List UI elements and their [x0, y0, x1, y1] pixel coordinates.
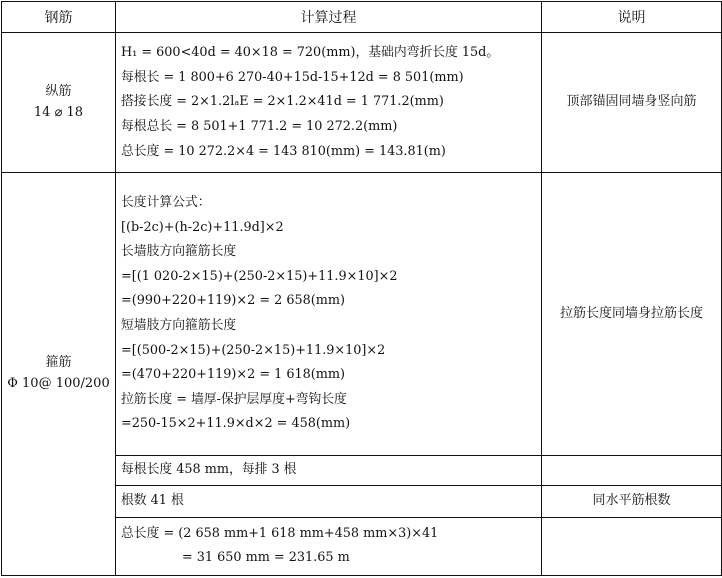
- header-rebar: 钢筋: [2, 2, 116, 33]
- table-row-stirrup: [2, 173, 722, 456]
- description-cell: 拉筋长度同墙身拉筋长度: [542, 173, 722, 456]
- description-cell: 同水平筋根数: [542, 485, 722, 517]
- calculation-cell-stirrup: [116, 173, 542, 456]
- rebar-calculation-table: [1, 1, 722, 576]
- calculation-line: =(470+220+119)×2 = 1 618(mm): [121, 367, 346, 383]
- table-header-row: [2, 2, 722, 33]
- rebar-cell-stirrup: [2, 173, 116, 576]
- calculation-line: 每根长度 458 mm，每排 3 根: [121, 461, 297, 477]
- calculation-line: 长度计算公式：: [121, 195, 211, 211]
- table-row-longitudinal-bar: [2, 33, 722, 173]
- calculation-line: =[(1 020-2×15)+(250-2×15)+11.9×10]×2: [121, 268, 398, 284]
- rebar-cell-longitudinal: [2, 33, 116, 173]
- rebar-title: 纵筋: [45, 83, 72, 99]
- calculation-line: 短墙肢方向箍筋长度: [121, 318, 237, 333]
- calculation-line: 根数 41 根: [121, 493, 184, 509]
- calculation-line: =[(500-2×15)+(250-2×15)+11.9×10]×2: [121, 342, 386, 358]
- calculation-line: 每根长 = 1 800+6 270-40+15d-15+12d = 8 501(mm): [121, 69, 464, 85]
- calculation-line: 长墙肢方向箍筋长度: [121, 244, 237, 260]
- rebar-spec: 14 ⌀ 18: [33, 104, 84, 120]
- calculation-line: 总长度 = 10 272.2×4 = 143 810(mm) = 143.81(m): [121, 143, 446, 159]
- header-calculation-process: 计算过程: [116, 2, 542, 33]
- calculation-line: 拉筋长度 = 墙厚-保护层厚度+弯钩长度: [121, 391, 347, 407]
- calculation-line: =250-15×2+11.9×d×2 = 458(mm): [121, 416, 351, 432]
- calculation-cell-count: [116, 485, 542, 517]
- header-description: 说明: [542, 2, 722, 33]
- calculation-line: 总长度 = (2 658 mm+1 618 mm+458 mm×3)×41: [121, 525, 439, 541]
- description-cell: 顶部锚固同墙身竖向筋: [542, 33, 722, 173]
- calculation-cell-longitudinal: [116, 33, 542, 173]
- rebar-spec: Φ 10@ 100/200: [7, 376, 110, 392]
- calculation-line: =(990+220+119)×2 = 2 658(mm): [121, 293, 346, 309]
- description-cell-empty: [542, 455, 722, 485]
- calculation-line: 搭接长度 = 2×1.2lₐE = 2×1.2×41d = 1 771.2(mm): [121, 94, 444, 110]
- calculation-cell-per-row: [116, 455, 542, 485]
- calculation-line: H₁ = 600<40d = 40×18 = 720(mm)，基础内弯折长度 15d。: [121, 45, 500, 61]
- calculation-line-result: = 31 650 mm = 231.65 m: [182, 550, 350, 566]
- calculation-line: [(b-2c)+(h-2c)+11.9d]×2: [121, 219, 284, 235]
- description-cell-empty: [542, 517, 722, 575]
- calculation-cell-total: [116, 517, 542, 575]
- rebar-title: 箍筋: [45, 355, 72, 371]
- calculation-line: 每根总长 = 8 501+1 771.2 = 10 272.2(mm): [121, 118, 398, 134]
